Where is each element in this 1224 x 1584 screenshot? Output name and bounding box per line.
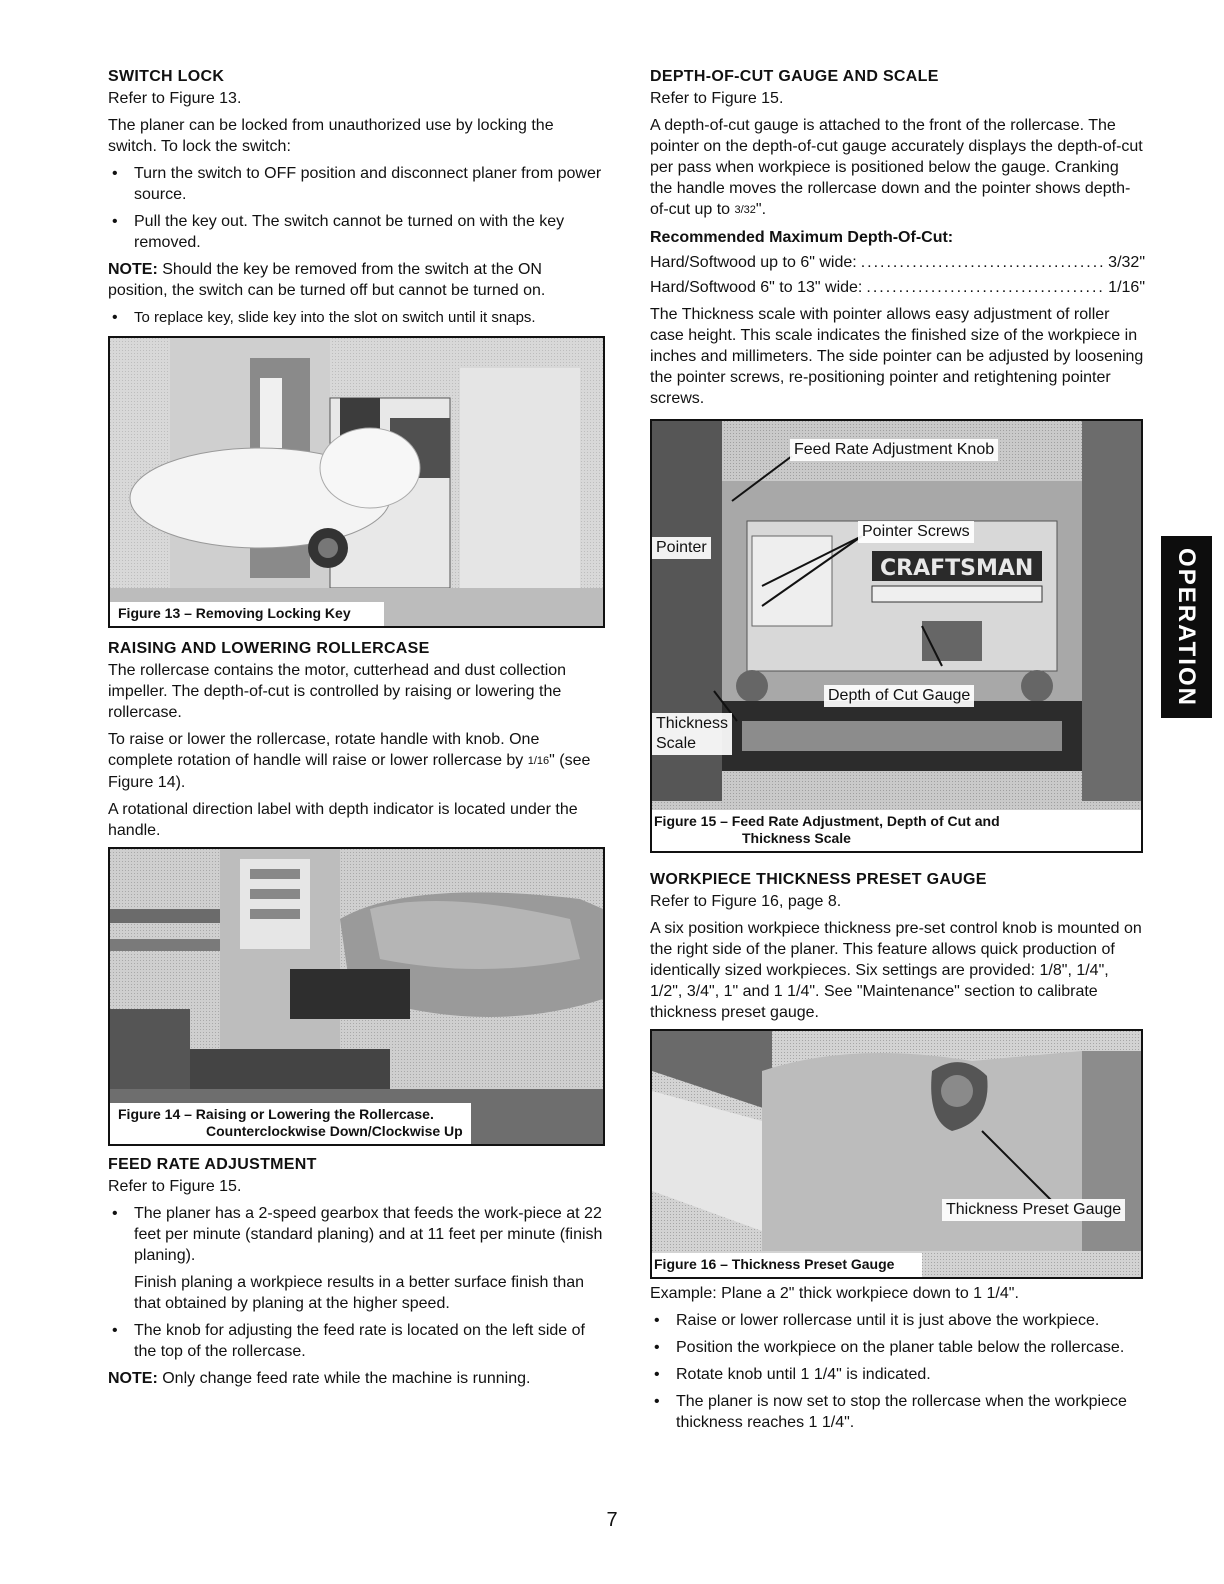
switch-lock-intro: The planer can be locked from unauthorized use by locking the switch. To lock the switch: [108, 117, 554, 155]
figure-16 [650, 1029, 1143, 1279]
feed-rate-note: NOTE: Only change feed rate while the machine is running. [108, 1370, 531, 1387]
list-item: • The knob for adjusting the feed rate is located on the left side of the top of the rollercase. [108, 1320, 605, 1362]
spec-row: Hard/Softwood up to 6" wide: ..... 3/32" [650, 252, 1145, 273]
depth-gauge-ref: Refer to Figure 15. [650, 90, 784, 107]
label-feed-knob: Feed Rate Adjustment Knob [790, 439, 998, 461]
list-item: • Rotate knob until 1 1/4" is indicated. [650, 1364, 1145, 1385]
feed-rate-heading: FEED RATE ADJUSTMENT [108, 1156, 317, 1173]
preset-heading: WORKPIECE THICKNESS PRESET GAUGE [650, 871, 987, 888]
brand-text: CRAFTSMAN [880, 556, 1034, 581]
raising-p3: A rotational direction label with depth indicator is located under the handle. [108, 801, 578, 839]
rec-depth-heading: Recommended Maximum Depth-Of-Cut: [650, 229, 954, 246]
list-item: • To replace key, slide key into the slot on switch until it snaps. [108, 307, 605, 328]
note-label: NOTE: [108, 261, 158, 278]
figure-13-caption: Figure 13 – Removing Locking Key [110, 602, 384, 626]
note-text: Should the key be removed from the switch at the ON position, the switch can be turned off but cannot be turned on. [108, 261, 546, 299]
list-item: • The planer has a 2-speed gearbox that feeds the work-piece at 22 feet per minute (standard planing) and at 11 feet per minute (finish planing). Finish planing a workpiece results in a better surface finish than that obtained by planing at the higher speed. [108, 1203, 605, 1314]
depth-gauge-heading: DEPTH-OF-CUT GAUGE AND SCALE [650, 68, 939, 85]
example-text: Example: Plane a 2" thick workpiece down to 1 1/4". [650, 1285, 1019, 1302]
list-item: • Turn the switch to OFF position and disconnect planer from power source. [108, 163, 605, 205]
label-thickness-scale: Thickness Scale [652, 713, 732, 755]
figure-14-caption: Figure 14 – Raising or Lowering the Rollercase. Counterclockwise Down/Clockwise Up [110, 1103, 471, 1144]
switch-lock-bullets-2 [108, 307, 605, 328]
list-item: • Pull the key out. The switch cannot be turned on with the key removed. [108, 211, 605, 253]
figure-16-photo [652, 1031, 1141, 1277]
right-column [650, 66, 1145, 1439]
figure-14-photo [110, 849, 603, 1144]
label-thickness-preset: Thickness Preset Gauge [942, 1199, 1125, 1221]
raising-heading: RAISING AND LOWERING ROLLERCASE [108, 640, 430, 657]
figure-15-caption: Figure 15 – Feed Rate Adjustment, Depth of Cut and Thickness Scale [652, 810, 1141, 851]
feed-rate-bullets [108, 1203, 605, 1362]
label-pointer-screws: Pointer Screws [858, 521, 974, 543]
preset-ref: Refer to Figure 16, page 8. [650, 893, 842, 910]
fraction: 1/16 [527, 755, 550, 767]
section-tab: OPERATION [1161, 536, 1212, 718]
switch-lock-note [108, 259, 605, 301]
left-column [108, 66, 605, 1395]
page-number: 7 [606, 1509, 618, 1531]
preset-p1: A six position workpiece thickness pre-set control knob is mounted on the right side of the planer. This feature allows quick production of identically sized workpieces. Six settings are provided: 1/8", 1/4", 1/2", 3/4", 1" and 1 1/4". See "Maintenance" section to calibrate thickness preset gauge. [650, 920, 1142, 1021]
switch-lock-heading: SWITCH LOCK [108, 68, 225, 85]
feed-rate-ref: Refer to Figure 15. [108, 1178, 242, 1195]
raising-p2: To raise or lower the rollercase, rotate handle with knob. One complete rotation of handle will raise or lower rollercase by 1/16" (see Figure 14). [108, 731, 591, 791]
label-depth-gauge: Depth of Cut Gauge [824, 685, 974, 707]
list-item: • The planer is now set to stop the rollercase when the workpiece thickness reaches 1 1/4". [650, 1391, 1145, 1433]
figure-13-photo [110, 338, 603, 626]
list-item: • Raise or lower rollercase until it is just above the workpiece. [650, 1310, 1145, 1331]
label-pointer: Pointer [652, 537, 711, 559]
figure-15-photo [652, 421, 1141, 851]
switch-lock-ref: Refer to Figure 13. [108, 90, 242, 107]
feed-rate-sub: Finish planing a workpiece results in a better surface finish than that obtained by planing at the higher speed. [134, 1274, 585, 1312]
example-bullets [650, 1310, 1145, 1433]
list-item: • Position the workpiece on the planer table below the rollercase. [650, 1337, 1145, 1358]
figure-13 [108, 336, 605, 628]
raising-p1: The rollercase contains the motor, cutterhead and dust collection impeller. The depth-of-cut is controlled by raising or lowering the rollercase. [108, 662, 567, 721]
depth-gauge-p2: The Thickness scale with pointer allows easy adjustment of roller case height. This scale indicates the finished size of the workpiece in inches and millimeters. The side pointer can be adjusted by loosening the pointer screws, re-positioning pointer and retightening pointer screws. [650, 306, 1144, 407]
depth-gauge-p1: A depth-of-cut gauge is attached to the front of the rollercase. The pointer on the depth-of-cut gauge accurately displays the depth-of-cut per pass when workpiece is positioned below the gauge. Cranking the handle moves the rollercase down and the pointer shows depth-of-cut up to 3/32". [650, 117, 1143, 218]
figure-15 [650, 419, 1143, 853]
figure-14 [108, 847, 605, 1146]
switch-lock-bullets [108, 163, 605, 253]
spec-row: Hard/Softwood 6" to 13" wide: ..... 1/16" [650, 277, 1145, 298]
figure-16-caption: Figure 16 – Thickness Preset Gauge [652, 1253, 922, 1277]
